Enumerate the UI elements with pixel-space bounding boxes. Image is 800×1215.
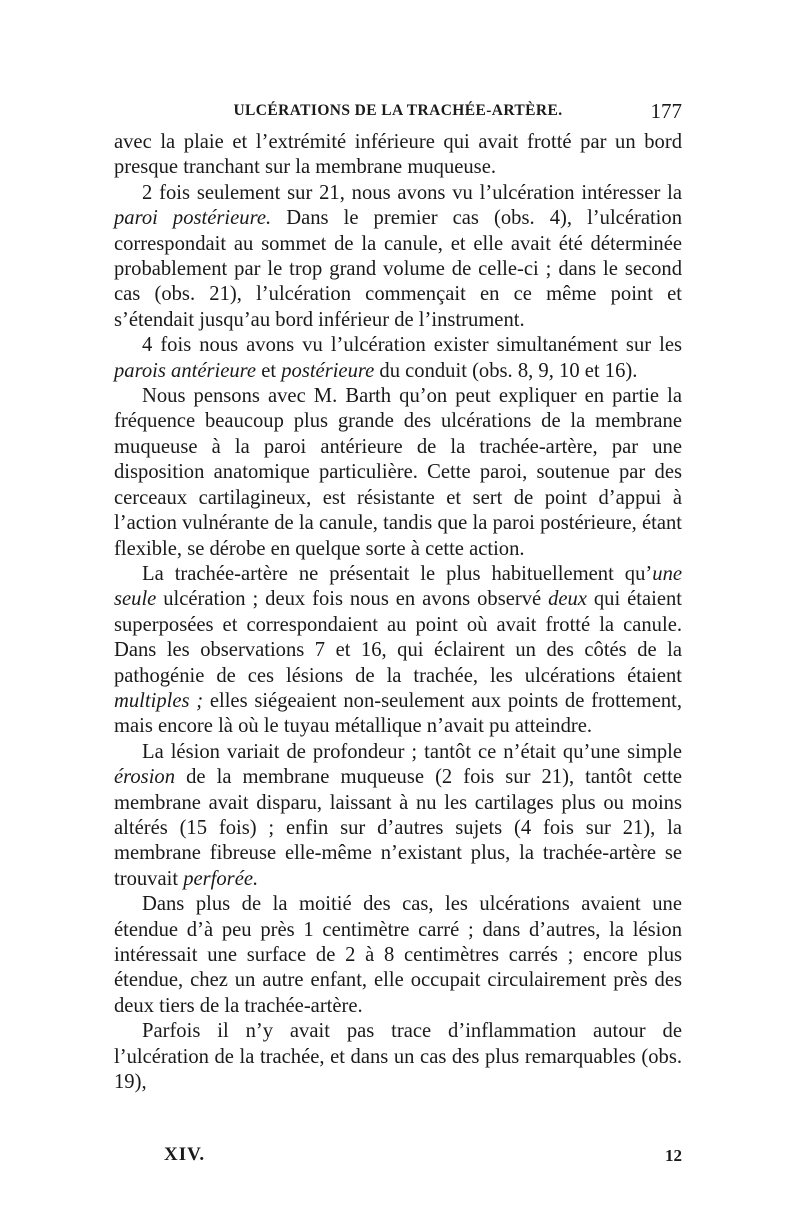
paragraph — [114, 181, 682, 333]
italic-text: postérieure — [281, 359, 375, 382]
text-run: Nous pensons avec M. Barth qu’on peut expliquer en partie la fréquence beaucoup plus grande des ulcérations de la membrane muqueuse à la paroi antérieure de la trachée-artère, par une disposition anatomique particulière. Cette paroi, soutenue par des cerceaux cartilagineux, est résistante et sert de point d’appui à l’action vulnérante de la canule, tandis que la paroi postérieure, étant flexible, se dérobe en quelque sorte à cette action. — [114, 385, 682, 560]
text-run: 4 fois nous avons vu l’ulcération exister simultanément sur les — [142, 334, 682, 357]
text-run: Dans le premier cas (obs. 4), l’ulcération correspondait au sommet de la canule, et elle avait été déterminée probablement par le trop grand volume de celle-ci ; dans le second cas (obs. 21), l’ulcération commençait en ce même point et s’étendait jusqu’au bord inférieur de l’instrument. — [114, 207, 682, 331]
text-run: La lésion variait de profondeur ; tantôt ce n’était qu’une simple — [142, 740, 682, 763]
text-run: La trachée-artère ne présentait le plus habituellement qu’ — [142, 562, 653, 585]
text-run: elles siégeaient non-seulement aux points de frottement, mais encore là où le tuyau métallique n’avait pu atteindre. — [114, 689, 683, 738]
paragraph — [114, 892, 682, 1019]
sheet-number: 12 — [665, 1146, 682, 1165]
running-title: ULCÉRATIONS DE LA TRACHÉE-ARTÈRE. — [233, 102, 563, 119]
text-run: avec la plaie et l’extrémité inférieure qui avait frotté par un bord presque tranchant sur la membrane muqueuse. — [114, 131, 682, 179]
paragraph — [114, 384, 682, 562]
body-text — [114, 130, 682, 1095]
italic-text: deux — [548, 588, 587, 611]
page-number: 177 — [650, 99, 682, 123]
paragraph — [114, 562, 682, 740]
italic-text: paroi postérieure. — [114, 207, 272, 230]
text-run: du conduit (obs. 8, 9, 10 et 16). — [374, 359, 638, 382]
italic-text: perforée. — [183, 867, 259, 890]
page-header — [114, 96, 682, 126]
paragraph — [114, 130, 682, 181]
signature-mark: XIV. — [164, 1144, 206, 1165]
text-run: de la membrane muqueuse (2 fois sur 21), tantôt cette membrane avait disparu, laissant à nu les cartilages plus ou moins altérés (15 fois) ; enfin sur d’autres sujets (4 fois sur 21), la membrane fibreuse elle-même n’existant plus, la trachée-artère se trouvait — [114, 766, 682, 890]
italic-text: érosion — [114, 766, 176, 789]
text-run: et — [256, 359, 282, 382]
italic-text: parois antérieure — [114, 359, 257, 382]
text-run: 2 fois seulement sur 21, nous avons vu l’ulcération intéresser la — [142, 181, 682, 204]
text-run: Parfois il n’y avait pas trace d’inflammation autour de l’ulcération de la trachée, et dans un cas des plus remarquables (obs. 19), — [114, 1020, 682, 1094]
italic-text: une seule — [114, 562, 682, 611]
text-run: qui étaient superposées et correspondaient au point où avait frotté la canule. Dans les observations 7 et 16, qui éclairent un des côtés de la pathogénie de ces lésions de la trachée, les ulcérations étaient — [114, 588, 683, 687]
paragraph — [114, 740, 682, 892]
text-run: Dans plus de la moitié des cas, les ulcérations avaient une étendue d’à peu près 1 centimètre carré ; dans d’autres, la lésion intéressait une surface de 2 à 8 centimètres carrés ; encore plus étendue, chez un autre enfant, elle occupait circulairement près des deux tiers de la trachée-artère. — [114, 893, 682, 1017]
italic-text: multiples ; — [114, 689, 204, 712]
paragraph — [114, 1019, 682, 1095]
text-run: ulcération ; deux fois nous en avons observé — [156, 588, 549, 611]
page-footer — [114, 1144, 682, 1170]
paragraph — [114, 333, 682, 384]
